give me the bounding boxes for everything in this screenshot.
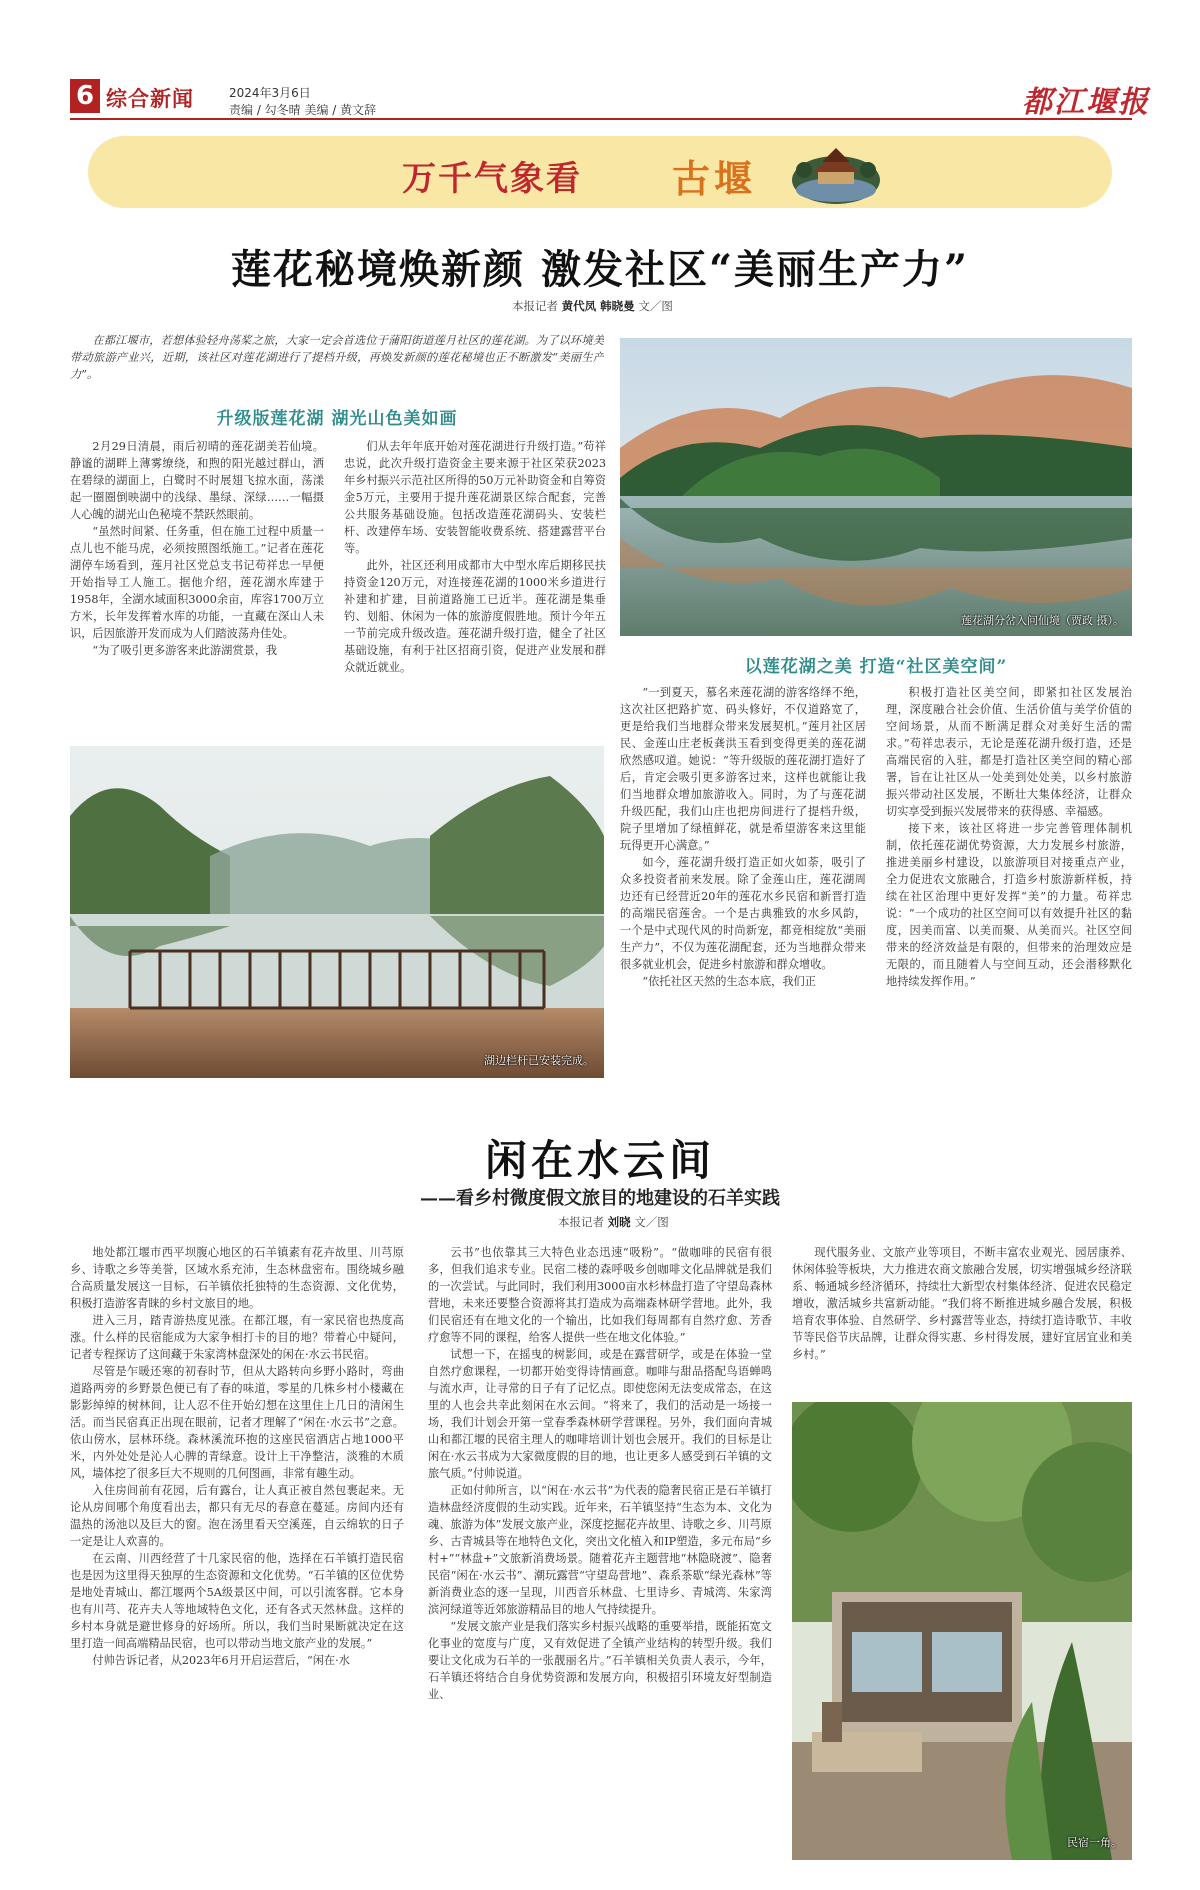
article1-column-1	[70, 438, 324, 728]
lotus-lake-photo	[620, 338, 1132, 636]
article2-title: 闲在水云间	[484, 1136, 715, 1185]
section-name: 综合新闻	[106, 87, 194, 111]
article2-column-1	[70, 1244, 404, 1862]
lakeside-railing-photo	[70, 746, 604, 1078]
paragraph: “虽然时间紧、任务重，但在施工过程中质量一点儿也不能马虎，必须按照图纸施工。”记者在莲花湖停车场看到，莲月社区党总支书记苟祥忠一早便开始指导工人施工。据他介绍，莲花湖水库建于1958年，全湖水域面积3000余亩，库容1700万立方米，长年发挥着水库的功能，一直藏在深山人未识，后因旅游开发而成为人们踏波荡舟佳处。	[70, 525, 324, 640]
paragraph: 接下来，该社区将进一步完善管理体制机制，依托莲花湖优势资源，大力发展乡村旅游，推进美丽乡村建设，以旅游项目对接重点产业，全力促进农文旅融合，打造乡村旅游新样板，持续在社区治理中更好发挥“美”的力量。苟祥忠说：“一个成功的社区空间可以有效提升社区的黏度，因美而富、以美而聚、从美而兴。社区空间带来的经济效益是有限的，但带来的治理效应是无限的，而且随着人与空间互动，还会潜移默化地持续发挥作用。”	[886, 822, 1132, 988]
paragraph: 2月29日清晨，雨后初晴的莲花湖美若仙境。静谧的湖畔上薄雾缭绕，和煦的阳光越过群山，洒在碧绿的湖面上，白鹭时不时展翅飞掠水面，荡漾起一圈圈倒映湖中的浅绿、墨绿、深绿……一幅摄人心魄的湖光山色秘境不禁跃然眼前。	[70, 440, 324, 521]
paragraph: 正如付帅所言，以“闲在·水云书”为代表的隐奢民宿正是石羊镇打造林盘经济度假的生动实践。近年来，石羊镇坚持“生态为本、文化为魂、旅游为体”发展文旅产业，深度挖掘花卉故里、诗歌之乡、川芎原乡、古青城县等在地特色文化，突出文化植入和IP塑造，多元布局“乡村+”“林盘+”文旅新消费场景。随着花卉主题营地“林隐晓渡”、隐奢民宿“闲在·水云书”、潮玩露营“守望岛营地”、森系茶歇“绿光森林”等新消费业态的逐一呈现，川西音乐林盘、七里诗乡、青城湾、朱家湾滨河绿道等近郊旅游精品目的地人气持续提升。	[428, 1484, 772, 1616]
article2-column-2	[428, 1244, 772, 1862]
paragraph: “发展文旅产业是我们落实乡村振兴战略的重要举措，既能拓宽文化事业的宽度与广度，又有效促进了全镇产业结构的转型升级。我们要让文化成为石羊的一张靓丽名片。”石羊镇相关负责人表示，今年，石羊镇还将结合自身优势资源和发展方向，积极招引环境友好型制造业、	[428, 1620, 772, 1701]
paragraph: 付帅告诉记者，从2023年6月开启运营后，“闲在·水	[92, 1654, 350, 1667]
paper-logo: 都江堰报	[1022, 85, 1150, 120]
article1-subhead-1: 升级版莲花湖 湖光山色美如画	[216, 409, 458, 429]
masthead-rule	[70, 118, 1132, 120]
article1-lede: 在都江堰市，若想体验轻舟荡桨之旅，大家一定会首选位于蒲阳街道莲月社区的莲花湖。为了以环境美带动旅游产业兴，近期，该社区对莲花湖进行了提档升级，再焕发新颜的莲花秘境也正不断激发“美丽生产力”。	[70, 334, 604, 381]
paragraph: 入住房间前有花园，后有露台，让人真正被自然包裹起来。无论从房间哪个角度看出去，都只有无尽的春意在蔓延。房间内还有温热的汤池以及巨大的窗。泡在汤里看天空溪莲，自云绵软的日子一定是让人欢喜的。	[70, 1484, 404, 1548]
article2-subtitle: ——看乡村微度假文旅目的地建设的石羊实践	[420, 1188, 780, 1209]
banner-title: 万千气象看	[402, 159, 582, 199]
article1-column-3	[620, 684, 866, 1076]
byline-authors: 黄代凤 韩晓曼	[561, 299, 635, 313]
feature-banner	[88, 136, 1112, 208]
paragraph: 地处都江堰市西平坝腹心地区的石羊镇素有花卉故里、川芎原乡、诗歌之乡等美誉，区域水系充沛，生态林盘密布。围绕城乡融合高质量发展这一目标，石羊镇依托独特的生态资源、文化优势，积极打造游客青睐的乡村文旅目的地。	[70, 1246, 404, 1310]
article1-byline	[512, 298, 673, 314]
paragraph: 试想一下，在摇曳的树影间，或是在露营研学，或是在体验一堂自然疗愈课程，一切都开始变得诗情画意。咖啡与甜品搭配鸟语蝉鸣与流水声，让寻常的日子有了记忆点。即使您闲无法变成常态，在这里的人也会共幸此刻闲在水云间。“将来了，我们的活动是一场接一场，我们计划会开第一堂春季森林研学营课程。另外，我们面向青城山和都江堰的民宿主理人的咖啡培训计划也会展开。我们的目标是让闲在·水云书成为大家微度假的目的地，也让更多人感受到石羊镇的文旅气质。”付帅说道。	[428, 1348, 772, 1480]
paragraph: “依托社区天然的生态本底，我们正	[642, 975, 816, 988]
paragraph: 们从去年年底开始对莲花湖进行升级打造。”苟祥忠说，此次升级打造资金主要来源于社区荣获2023年乡村振兴示范社区所得的50万元补助资金和自筹资金5万元，主要用于提升莲花湖景区综合配套，完善公共服务基础设施。包括改造莲花湖码头、安装栏杆、改建停车场、安装智能收费系统、搭建露营平台等。	[344, 440, 606, 555]
paragraph: 如今，莲花湖升级打造正如火如荼，吸引了众多投资者前来发展。除了金莲山庄，莲花湖周边还有已经营近20年的莲花水乡民宿和新晋打造的高端民宿莲舍。一个是古典雅致的水乡风韵，一个是中式现代风的时尚新宠，都竞相绽放“美丽生产力”，不仅为莲花湖配套，还为当地群众带来很多就业机会，促进乡村旅游和群众增收。	[620, 856, 866, 971]
article1-title: 莲花秘境焕新颜 激发社区“美丽生产力”	[231, 246, 969, 293]
paragraph: 在云南、川西经营了十几家民宿的他，选择在石羊镇打造民宿也是因为这里得天独厚的生态资源和文化优势。“石羊镇的区位优势是地处青城山、都江堰两个5A级景区中间，可以引流客群。它本身也有川芎、花卉夫人等地域特色文化，还有各式天然林盘。这样的乡村本身就是避世修身的好场所。所以，我们当时果断就决定在这里打造一间高端精品民宿，也可以带动当地文旅产业的发展。”	[70, 1552, 404, 1650]
paragraph: 尽管是乍暖还寒的初春时节，但从大路转向乡野小路时，弯曲道路两旁的乡野景色便已有了春的味道，零星的几株乡村小楼藏在影影绰绰的树林间，让人忍不住开始幻想在这里住上几日的清闲生活。而当民宿真正出现在眼前，记者才理解了“闲在·水云书”之意。依山傍水，层林环绕。森林溪流环抱的这座民宿酒店占地1000平米，内外处处是沁人心脾的青绿意。设计上干净整洁，淡雅的木质风，墙体挖了很多巨大不规则的几何图画，非常有趣生动。	[70, 1365, 404, 1480]
byline-suffix: 文／图	[634, 1215, 669, 1229]
paragraph: 进入三月，踏青游热度见涨。在都江堰，有一家民宿也热度高涨。什么样的民宿能成为大家争相打卡的目的地？带着心中疑问，记者专程探访了这间藏于朱家湾林盘深处的闲在·水云书民宿。	[70, 1314, 404, 1361]
byline-prefix: 本报记者	[512, 299, 558, 313]
article1-subhead-2: 以莲花湖之美 打造“社区美空间”	[744, 657, 1008, 677]
dam-pavilion-illustration	[790, 140, 882, 206]
article2-byline	[558, 1214, 669, 1230]
page-number-box: 6	[70, 79, 100, 113]
homestay-corner-photo-caption: 民宿一角。	[1067, 1836, 1122, 1849]
paragraph: 云书”也依靠其三大特色业态迅速“吸粉”。“做咖啡的民宿有很多，但我们追求专业。民宿二楼的森呼吸乡创咖啡文化品牌就是我们的一次尝试。与此同时，我们利用3000亩水杉林盘打造了守望岛森林营地，未来还要整合资源将其打造成为高端森林研学营地。此外，我们民宿还有在地文化的一个输出，比如我们每周都有自然疗愈、芳香疗愈等不同的课程，给客人提供一些在地文化体验。”	[428, 1246, 772, 1344]
byline-prefix: 本报记者	[558, 1215, 604, 1229]
paragraph: 现代服务业、文旅产业等项目，不断丰富农业观光、园居康养、休闲体验等板块，大力推进农商文旅融合发展，切实增强城乡经济联系、畅通城乡经济循环，持续壮大新型农村集体经济、促进农民稳定增收，激活城乡共富新动能。“我们将不断推进城乡融合发展，积极培育农事体验、自然研学、乡村露营等业态，持续打造诗歌节、丰收节等民俗节庆品牌，让群众得实惠、乡村得发展，建好宜居宜业和美乡村。”	[792, 1246, 1132, 1361]
lakeside-railing-photo-caption: 湖边栏杆已安装完成。	[484, 1054, 594, 1067]
lakeside-railing-photo-image	[70, 746, 604, 1078]
paragraph: “一到夏天，慕名来莲花湖的游客络绎不绝，这次社区把路扩宽、码头修好，不仅道路宽了，更是给我们当地群众带来发展契机。”莲月社区居民、金莲山庄老板龚洪玉看到变得更美的莲花湖欣然感叹道。她说：“等升级版的莲花湖打造好了后，肯定会吸引更多游客过来，这样也就能让我们当地群众增加旅游收入。同时，为了与莲花湖升级匹配，我们山庄也把房间进行了提档升级，院子里增加了绿植鲜花，就是希望游客来这里能玩得更开心满意。”	[620, 686, 866, 852]
homestay-corner-photo-image	[792, 1402, 1132, 1860]
article2-column-3	[792, 1244, 1132, 1394]
paragraph: 此外，社区还利用成都市大中型水库后期移民扶持资金120万元，对连接莲花湖的1000米乡道进行补建和扩建，目前道路施工已近半。莲花湖是集垂钓、划船、休闲为一体的旅游度假胜地。预计今年五一节前完成升级改造。莲花湖升级打造，健全了社区基础设施，有利于社区招商引资，促进产业发展和群众就近就业。	[344, 559, 606, 674]
editors-line: 责编 / 勾冬晴 美编 / 黄文辞	[229, 103, 377, 117]
banner-title-emphasis: 古堰	[672, 156, 757, 201]
paragraph: “为了吸引更多游客来此游湖赏景，我	[92, 644, 278, 657]
lotus-lake-photo-caption: 莲花湖分岔入问仙境（贾政 摄）。	[961, 614, 1124, 627]
lotus-lake-photo-image	[620, 338, 1132, 636]
byline-authors: 刘晓	[607, 1215, 631, 1229]
issue-date: 2024年3月6日	[229, 86, 311, 100]
byline-suffix: 文／图	[638, 299, 673, 313]
article1-column-4	[886, 684, 1132, 1076]
article1-column-2	[344, 438, 606, 728]
paragraph: 积极打造社区美空间，即紧扣社区发展治理，深度融合社会价值、生活价值与美学价值的空间场景，从而不断满足群众对美好生活的需求。”苟祥忠表示，无论是莲花湖升级打造，还是高端民宿的入驻，都是打造社区美空间的精心部署，旨在让社区从一处美到处处美，以乡村旅游振兴带动社区发展，不断壮大集体经济，让群众切实享受到振兴发展带来的获得感、幸福感。	[886, 686, 1132, 818]
homestay-corner-photo	[792, 1402, 1132, 1860]
